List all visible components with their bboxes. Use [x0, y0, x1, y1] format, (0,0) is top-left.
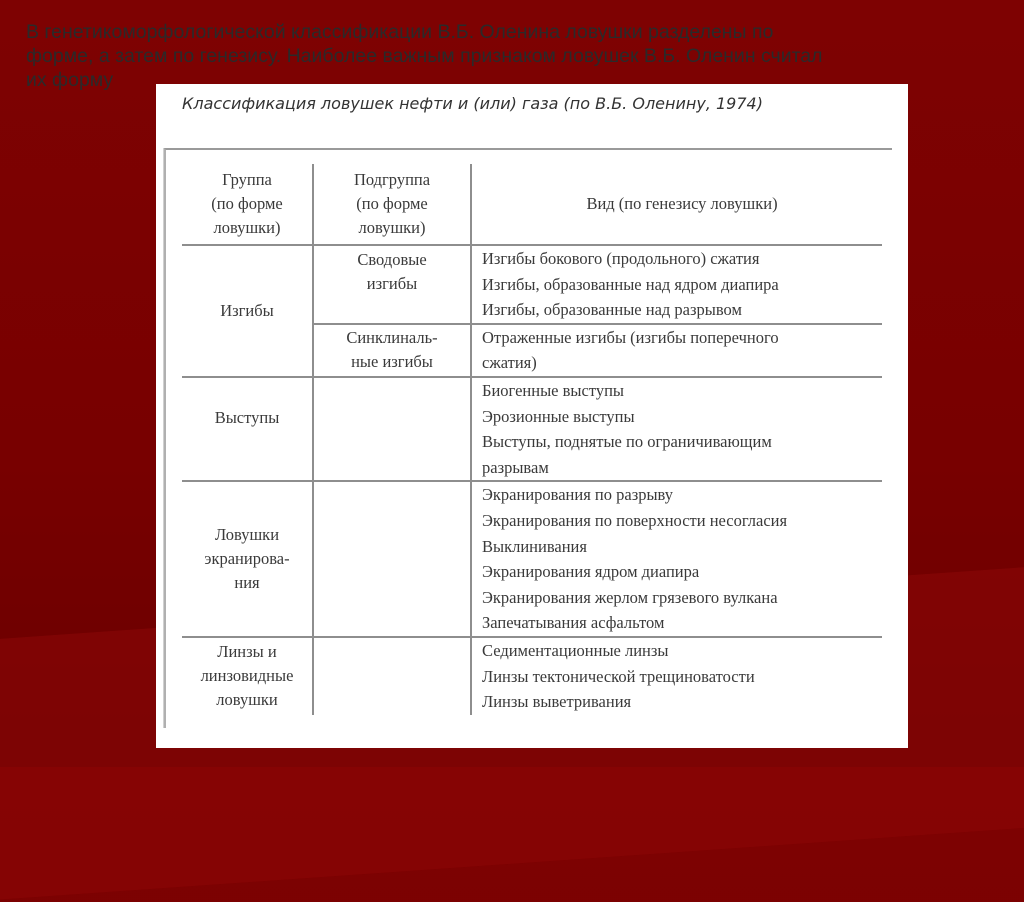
classification-table — [182, 164, 882, 715]
group-cell — [182, 377, 313, 481]
group-cell — [182, 637, 313, 715]
kind-text: Биогенные выступы — [482, 380, 624, 400]
subgroup-cell — [313, 377, 471, 481]
subgroup-text: ные изгибы — [351, 352, 433, 372]
kind-text: Эрозионные выступы — [482, 406, 635, 426]
subgroup-text: Сводовые — [357, 250, 427, 269]
slide-text-line: их форму — [26, 69, 114, 91]
header-group — [182, 164, 313, 245]
group-text: Изгибы — [220, 300, 274, 320]
group-text: Ловушки — [214, 525, 280, 545]
kind-text: Изгибы, образованные над ядром диапира — [482, 274, 779, 294]
header-subgroup — [313, 164, 471, 245]
kind-cell — [471, 637, 882, 715]
kind-text: Выступы, поднятые по ограничивающим — [482, 432, 772, 452]
subgroup-text: изгибы — [366, 274, 418, 293]
kind-text: Изгибы бокового (продольного) сжатия — [482, 249, 760, 268]
group-text: Линзы и — [217, 642, 277, 662]
kind-cell — [471, 377, 882, 481]
table-row — [182, 245, 882, 324]
kind-text: Линзы тектонической трещиноватости — [482, 666, 755, 686]
header-text: ловушки) — [358, 218, 426, 237]
subgroup-cell — [313, 245, 471, 324]
subgroup-cell — [313, 637, 471, 715]
table-row — [182, 637, 882, 715]
table-header-row — [182, 164, 882, 245]
subgroup-text: Синклиналь- — [346, 328, 438, 348]
kind-text: разрывам — [482, 457, 549, 477]
table-row — [182, 377, 882, 481]
header-text: (по форме — [211, 194, 283, 213]
group-text: экранирова- — [204, 549, 290, 569]
classification-figure — [156, 84, 908, 748]
header-kind: Вид (по генезису ловушки) — [586, 194, 778, 213]
group-cell — [182, 481, 313, 637]
subgroup-cell — [313, 481, 471, 637]
kind-cell — [471, 481, 882, 637]
group-text: ловушки — [216, 690, 278, 710]
kind-text: Запечатывания асфальтом — [482, 613, 665, 633]
table-frame — [164, 148, 892, 728]
slide-text — [26, 20, 996, 92]
kind-text: Выклинивания — [482, 536, 587, 556]
kind-text: Линзы выветривания — [482, 692, 632, 712]
kind-cell — [471, 245, 882, 324]
kind-text: Экранирования по разрыву — [482, 485, 674, 505]
group-text: Выступы — [214, 407, 280, 427]
header-text: Группа — [222, 170, 272, 189]
group-text: ния — [234, 573, 260, 593]
kind-text: Седиментационные линзы — [482, 640, 669, 660]
table-row — [182, 481, 882, 637]
slide-text-line: форме, а затем по генезису. Наиболее важным признаком ловушек В.Б. Оленин считал — [26, 45, 823, 67]
header-text: Подгруппа — [353, 170, 431, 189]
kind-text: Экранирования ядром диапира — [482, 562, 700, 582]
kind-text: сжатия) — [482, 353, 537, 373]
kind-text: Экранирования по поверхности несогласия — [482, 510, 788, 530]
slide-text-line: В генетикоморфологической классификации В.Б. Оленина ловушки разделены по — [26, 21, 774, 43]
kind-text: Изгибы, образованные над разрывом — [482, 300, 742, 320]
header-text: ловушки) — [213, 218, 281, 237]
group-cell — [182, 245, 313, 377]
kind-text: Отраженные изгибы (изгибы поперечного — [482, 327, 779, 347]
subgroup-cell — [313, 324, 471, 377]
header-text: (по форме — [356, 194, 428, 213]
figure-title: Классификация ловушек нефти и (или) газа (по В.Б. Оленину, 1974) — [182, 94, 763, 113]
kind-cell — [471, 324, 882, 377]
kind-text: Экранирования жерлом грязевого вулкана — [482, 587, 778, 607]
group-text: линзовидные — [200, 666, 294, 686]
